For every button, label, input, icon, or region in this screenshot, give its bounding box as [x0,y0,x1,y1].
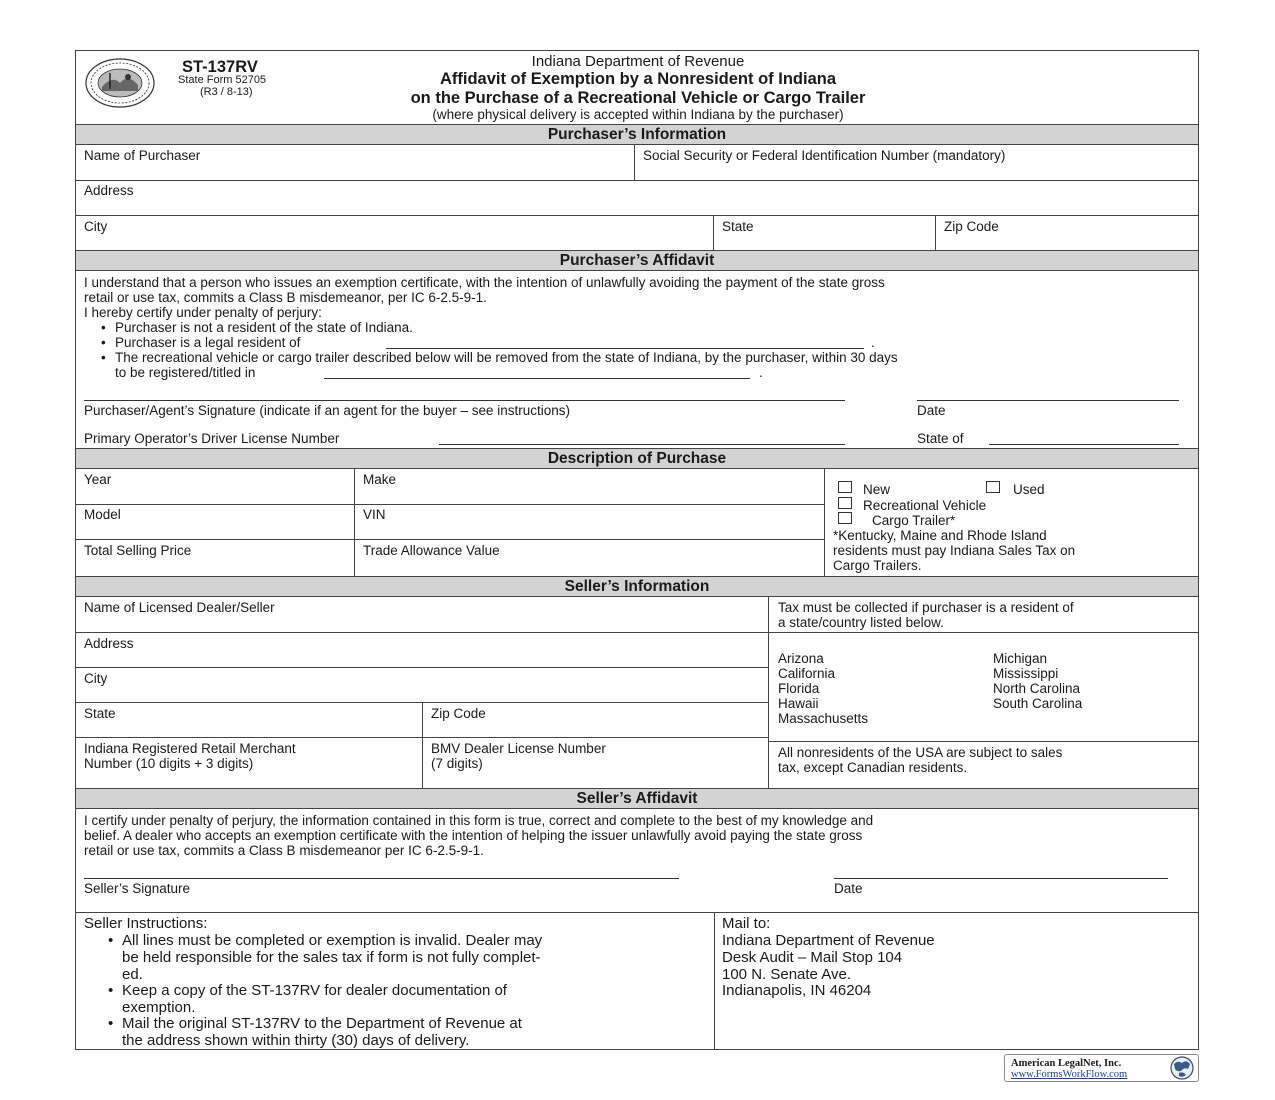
driver-license-field[interactable] [439,444,845,445]
new-checkbox[interactable] [838,481,852,493]
form-title-line2: on the Purchase of a Recreational Vehicle or Cargo Trailer [410,89,866,107]
seller-info-heading: Seller’s Information [76,576,1198,597]
state-list-item: Hawaii [778,696,819,711]
seller-state-label: State [84,706,116,721]
seller-zip-field[interactable] [423,703,767,737]
mail-address-line2: Desk Audit – Mail Stop 104 [722,949,903,966]
seller-affidavit-line1: I certify under penalty of perjury, the information contained in this form is true, correct and complete to the best of my knowledge and [84,813,874,828]
nonresident-note-line1: All nonresidents of the USA are subject to sales [778,745,1063,760]
new-label: New [863,482,891,497]
merchant-number-label-line2: Number (10 digits + 3 digits) [84,756,254,771]
instruction-bullet-3-line1: • Mail the original ST-137RV to the Department of Revenue at [122,1015,522,1032]
state-list-item: Massachusetts [778,711,869,726]
purchaser-info-heading: Purchaser’s Information [76,124,1198,145]
make-field[interactable] [355,470,823,504]
state-list-item: Mississippi [993,666,1059,681]
legal-resident-period: . [871,335,875,350]
purchaser-signature-field[interactable] [84,400,845,401]
agency-name: Indiana Department of Revenue [531,53,745,70]
cargo-note-line3: Cargo Trailers. [833,558,922,573]
purchaser-zip-field[interactable] [936,216,1197,250]
license-state-field[interactable] [989,444,1179,445]
used-checkbox[interactable] [986,481,1000,493]
form-id: ST-137RV [182,58,258,76]
form-revision: (R3 / 8-13) [200,86,253,98]
cargo-trailer-checkbox[interactable] [838,512,852,524]
total-selling-price-field[interactable] [77,540,353,576]
state-list-item: California [778,666,836,681]
purchaser-address-label: Address [84,183,134,198]
purchaser-name-label: Name of Purchaser [84,148,201,163]
seller-city-field[interactable] [77,668,767,702]
registered-period: . [759,365,763,380]
seller-affidavit-heading: Seller’s Affidavit [76,788,1198,809]
year-field[interactable] [77,470,353,504]
recreational-vehicle-checkbox[interactable] [838,497,852,509]
model-label: Model [84,507,121,522]
legalnet-company: American LegalNet, Inc. [1011,1058,1122,1069]
purchaser-ssn-field[interactable] [635,145,1198,179]
seller-date-label: Date [834,881,863,896]
state-list-item: Florida [778,681,820,696]
state-list-item: North Carolina [993,681,1081,696]
mail-address-line3: 100 N. Senate Ave. [722,966,851,983]
used-label: Used [1013,482,1045,497]
cargo-note-line1: *Kentucky, Maine and Rhode Island [833,528,1047,543]
year-label: Year [84,472,112,487]
nonresident-note-line2: tax, except Canadian residents. [778,760,968,775]
seller-date-field[interactable] [834,878,1168,879]
seller-city-label: City [84,671,108,686]
affidavit-paragraph-line1: I understand that a person who issues an exemption certificate, with the intention of unlawfully avoiding the payment of the state gross [84,275,885,290]
form-st137rv [75,50,1199,1050]
affidavit-certify-text: I hereby certify under penalty of perjury: [84,305,322,320]
driver-license-label: Primary Operator’s Driver License Number [84,431,340,446]
affidavit-bullet-removal-line2: to be registered/titled in [115,365,256,380]
purchaser-city-field[interactable] [77,216,713,250]
vin-label: VIN [363,507,386,522]
state-list-item: Michigan [993,651,1048,666]
merchant-number-label-line1: Indiana Registered Retail Merchant [84,741,296,756]
state-list-item: South Carolina [993,696,1083,711]
globe-icon [1168,1056,1196,1080]
mail-to-heading: Mail to: [722,915,771,932]
seller-affidavit-line3: retail or use tax, commits a Class B misdemeanor per IC 6-2.5-9-1. [84,843,484,858]
recreational-vehicle-label: Recreational Vehicle [863,498,987,513]
bmv-license-field[interactable] [423,738,767,788]
make-label: Make [363,472,397,487]
total-selling-price-label: Total Selling Price [84,543,192,558]
vin-field[interactable] [355,505,823,539]
instruction-bullet-2-line1: • Keep a copy of the ST-137RV for dealer documentation of [122,982,507,999]
seller-instructions-heading: Seller Instructions: [84,915,208,932]
purchaser-date-label: Date [917,403,946,418]
purchaser-state-field[interactable] [714,216,934,250]
instruction-bullet-1-line2: be held responsible for the sales tax if form is not fully complet- [122,949,541,966]
bmv-license-label-line1: BMV Dealer License Number [431,741,606,756]
affidavit-bullet-removal: • The recreational vehicle or cargo trailer described below will be removed from the state of Indiana, by the purchaser, within 30 days [115,350,898,365]
purchaser-state-label: State [722,219,754,234]
purchaser-address-field[interactable] [77,181,1197,215]
seller-state-field[interactable] [77,703,421,737]
affidavit-bullet-legal-resident: • Purchaser is a legal resident of [115,335,300,350]
dealer-name-label: Name of Licensed Dealer/Seller [84,600,275,615]
purchaser-ssn-label: Social Security or Federal Identification Number (mandatory) [643,148,1006,163]
bmv-license-label-line2: (7 digits) [431,756,483,771]
license-state-label: State of [917,431,964,446]
seller-zip-label: Zip Code [431,706,486,721]
tax-note-line2: a state/country listed below. [778,615,944,630]
state-form-number: State Form 52705 [178,74,267,86]
mail-address-line1: Indiana Department of Revenue [722,932,935,949]
seller-signature-label: Seller’s Signature [84,881,191,896]
seller-address-label: Address [84,636,134,651]
trade-allowance-label: Trade Allowance Value [363,543,500,558]
seller-affidavit-line2: belief. A dealer who accepts an exemption certificate with the intention of helping the issuer unlawfully avoid paying the state gross [84,828,863,843]
purchaser-name-field[interactable] [77,145,634,179]
seller-address-field[interactable] [77,633,767,667]
affidavit-bullet-not-resident: • Purchaser is not a resident of the state of Indiana. [115,320,413,335]
cargo-note-line2: residents must pay Indiana Sales Tax on [833,543,1076,558]
legal-resident-of-field[interactable] [386,348,864,349]
purchaser-zip-label: Zip Code [944,219,999,234]
form-title-line1: Affidavit of Exemption by a Nonresident of Indiana [439,70,837,88]
purchaser-city-label: City [84,219,108,234]
trade-allowance-field[interactable] [355,540,823,576]
legalnet-badge [1004,1054,1199,1082]
instruction-bullet-2-line2: exemption. [122,999,196,1016]
merchant-number-field[interactable] [77,738,421,788]
indiana-state-seal-icon [84,57,156,109]
cargo-trailer-label: Cargo Trailer* [872,513,956,528]
formsworkflow-link[interactable]: www.FormsWorkFlow.com [1011,1069,1128,1080]
form-subtitle: (where physical delivery is accepted within Indiana by the purchaser) [432,107,844,122]
state-list-item: Arizona [778,651,824,666]
description-heading: Description of Purchase [76,448,1198,469]
instruction-bullet-1-line3: ed. [122,966,143,983]
seller-signature-field[interactable] [84,878,679,879]
registered-titled-in-field[interactable] [324,378,750,379]
tax-note-line1: Tax must be collected if purchaser is a resident of [778,600,1074,615]
affidavit-paragraph-line2: retail or use tax, commits a Class B misdemeanor, per IC 6-2.5-9-1. [84,290,487,305]
instruction-bullet-1-line1: • All lines must be completed or exemption is invalid. Dealer may [122,932,542,949]
model-field[interactable] [77,505,353,539]
dealer-name-field[interactable] [77,598,767,632]
instruction-bullet-3-line2: the address shown within thirty (30) days of delivery. [122,1032,470,1049]
mail-address-line4: Indianapolis, IN 46204 [722,982,872,999]
purchaser-date-field[interactable] [917,400,1179,401]
purchaser-affidavit-heading: Purchaser’s Affidavit [76,250,1198,271]
purchaser-signature-label: Purchaser/Agent’s Signature (indicate if an agent for the buyer – see instructions) [84,403,571,418]
